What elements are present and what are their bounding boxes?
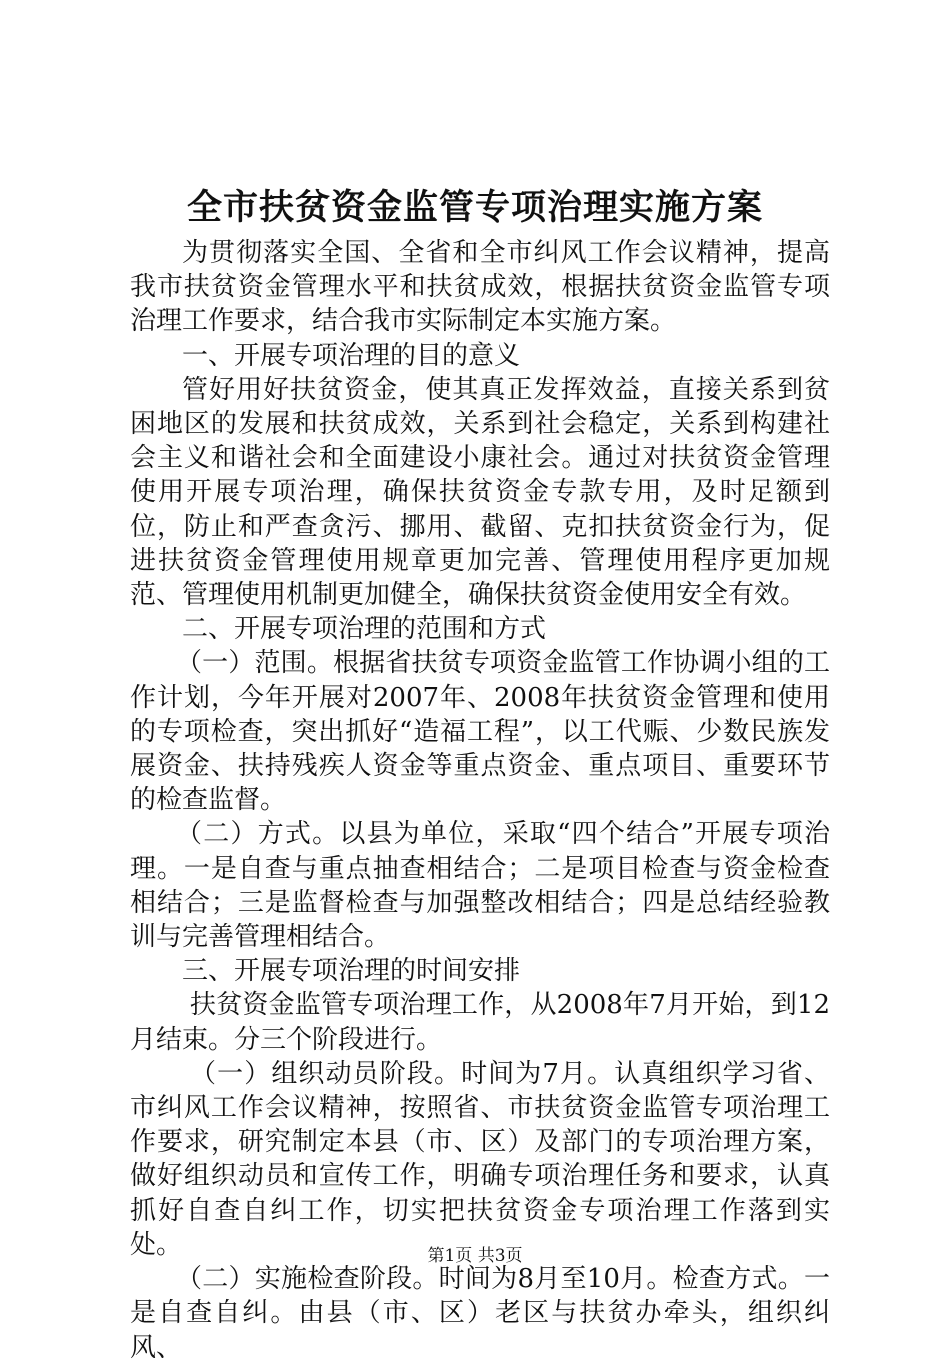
heading-section-2: 二、开展专项治理的范围和方式 [182, 614, 547, 645]
paragraph-method: （二）方式。以县为单位，采取“四个结合”开展专项治理。一是自查与重点抽查相结合；二是项目检查与资金检查相结合；三是监督检查与加强整改相结合；四是总结经验教训与完善管理相结合。 [130, 819, 830, 953]
paragraph-intro: 为贯彻落实全国、全省和全市纠风工作会议精神，提高我市扶贫资金管理水平和扶贫成效，根据扶贫资金监管专项治理工作要求，结合我市实际制定本实施方案。 [130, 238, 830, 337]
paragraph-stage-1: （一）组织动员阶段。时间为7月。认真组织学习省、市纠风工作会议精神，按照省、市扶贫资金监管专项治理工作要求，研究制定本县（市、区）及部门的专项治理方案，做好组织动员和宣传工作，明确专项治理任务和要求，认真抓好自查自纠工作，切实把扶贫资金专项治理工作落到实处。 [130, 1058, 830, 1260]
document-title: 全市扶贫资金监管专项治理实施方案 [186, 187, 763, 228]
paragraph-section-1: 管好用好扶贫资金，使其真正发挥效益，直接关系到贫困地区的发展和扶贫成效，关系到社会稳定，关系到构建社会主义和谐社会和全面建设小康社会。通过对扶贫资金管理使用开展专项治理，确保扶贫资金专款专用，及时足额到位，防止和严查贪污、挪用、截留、克扣扶贫资金行为，促进扶贫资金管理使用规章更加完善、管理使用程序更加规范、管理使用机制更加健全，确保扶贫资金使用安全有效。 [130, 374, 830, 611]
paragraph-scope: （一）范围。根据省扶贫专项资金监管工作协调小组的工作计划，今年开展对2007年、2008年扶贫资金管理和使用的专项检查，突出抓好“造福工程”，以工代赈、少数民族发展资金、扶持残疾人资金等重点资金、重点项目、重要环节的检查监督。 [130, 648, 830, 816]
heading-section-3: 三、开展专项治理的时间安排 [182, 956, 521, 987]
paragraph-schedule: 扶贫资金监管专项治理工作，从2008年7月开始，到12月结束。分三个阶段进行。 [130, 990, 830, 1055]
page-footer: 第1页 共3页 [427, 1246, 523, 1266]
document-body [130, 236, 830, 1365]
heading-section-1: 一、开展专项治理的目的意义 [182, 340, 521, 371]
paragraph-stage-2: （二）实施检查阶段。时间为8月至10月。检查方式。一是自查自纠。由县（市、区）老区与扶贫办牵头，组织纠风、 [130, 1264, 830, 1363]
